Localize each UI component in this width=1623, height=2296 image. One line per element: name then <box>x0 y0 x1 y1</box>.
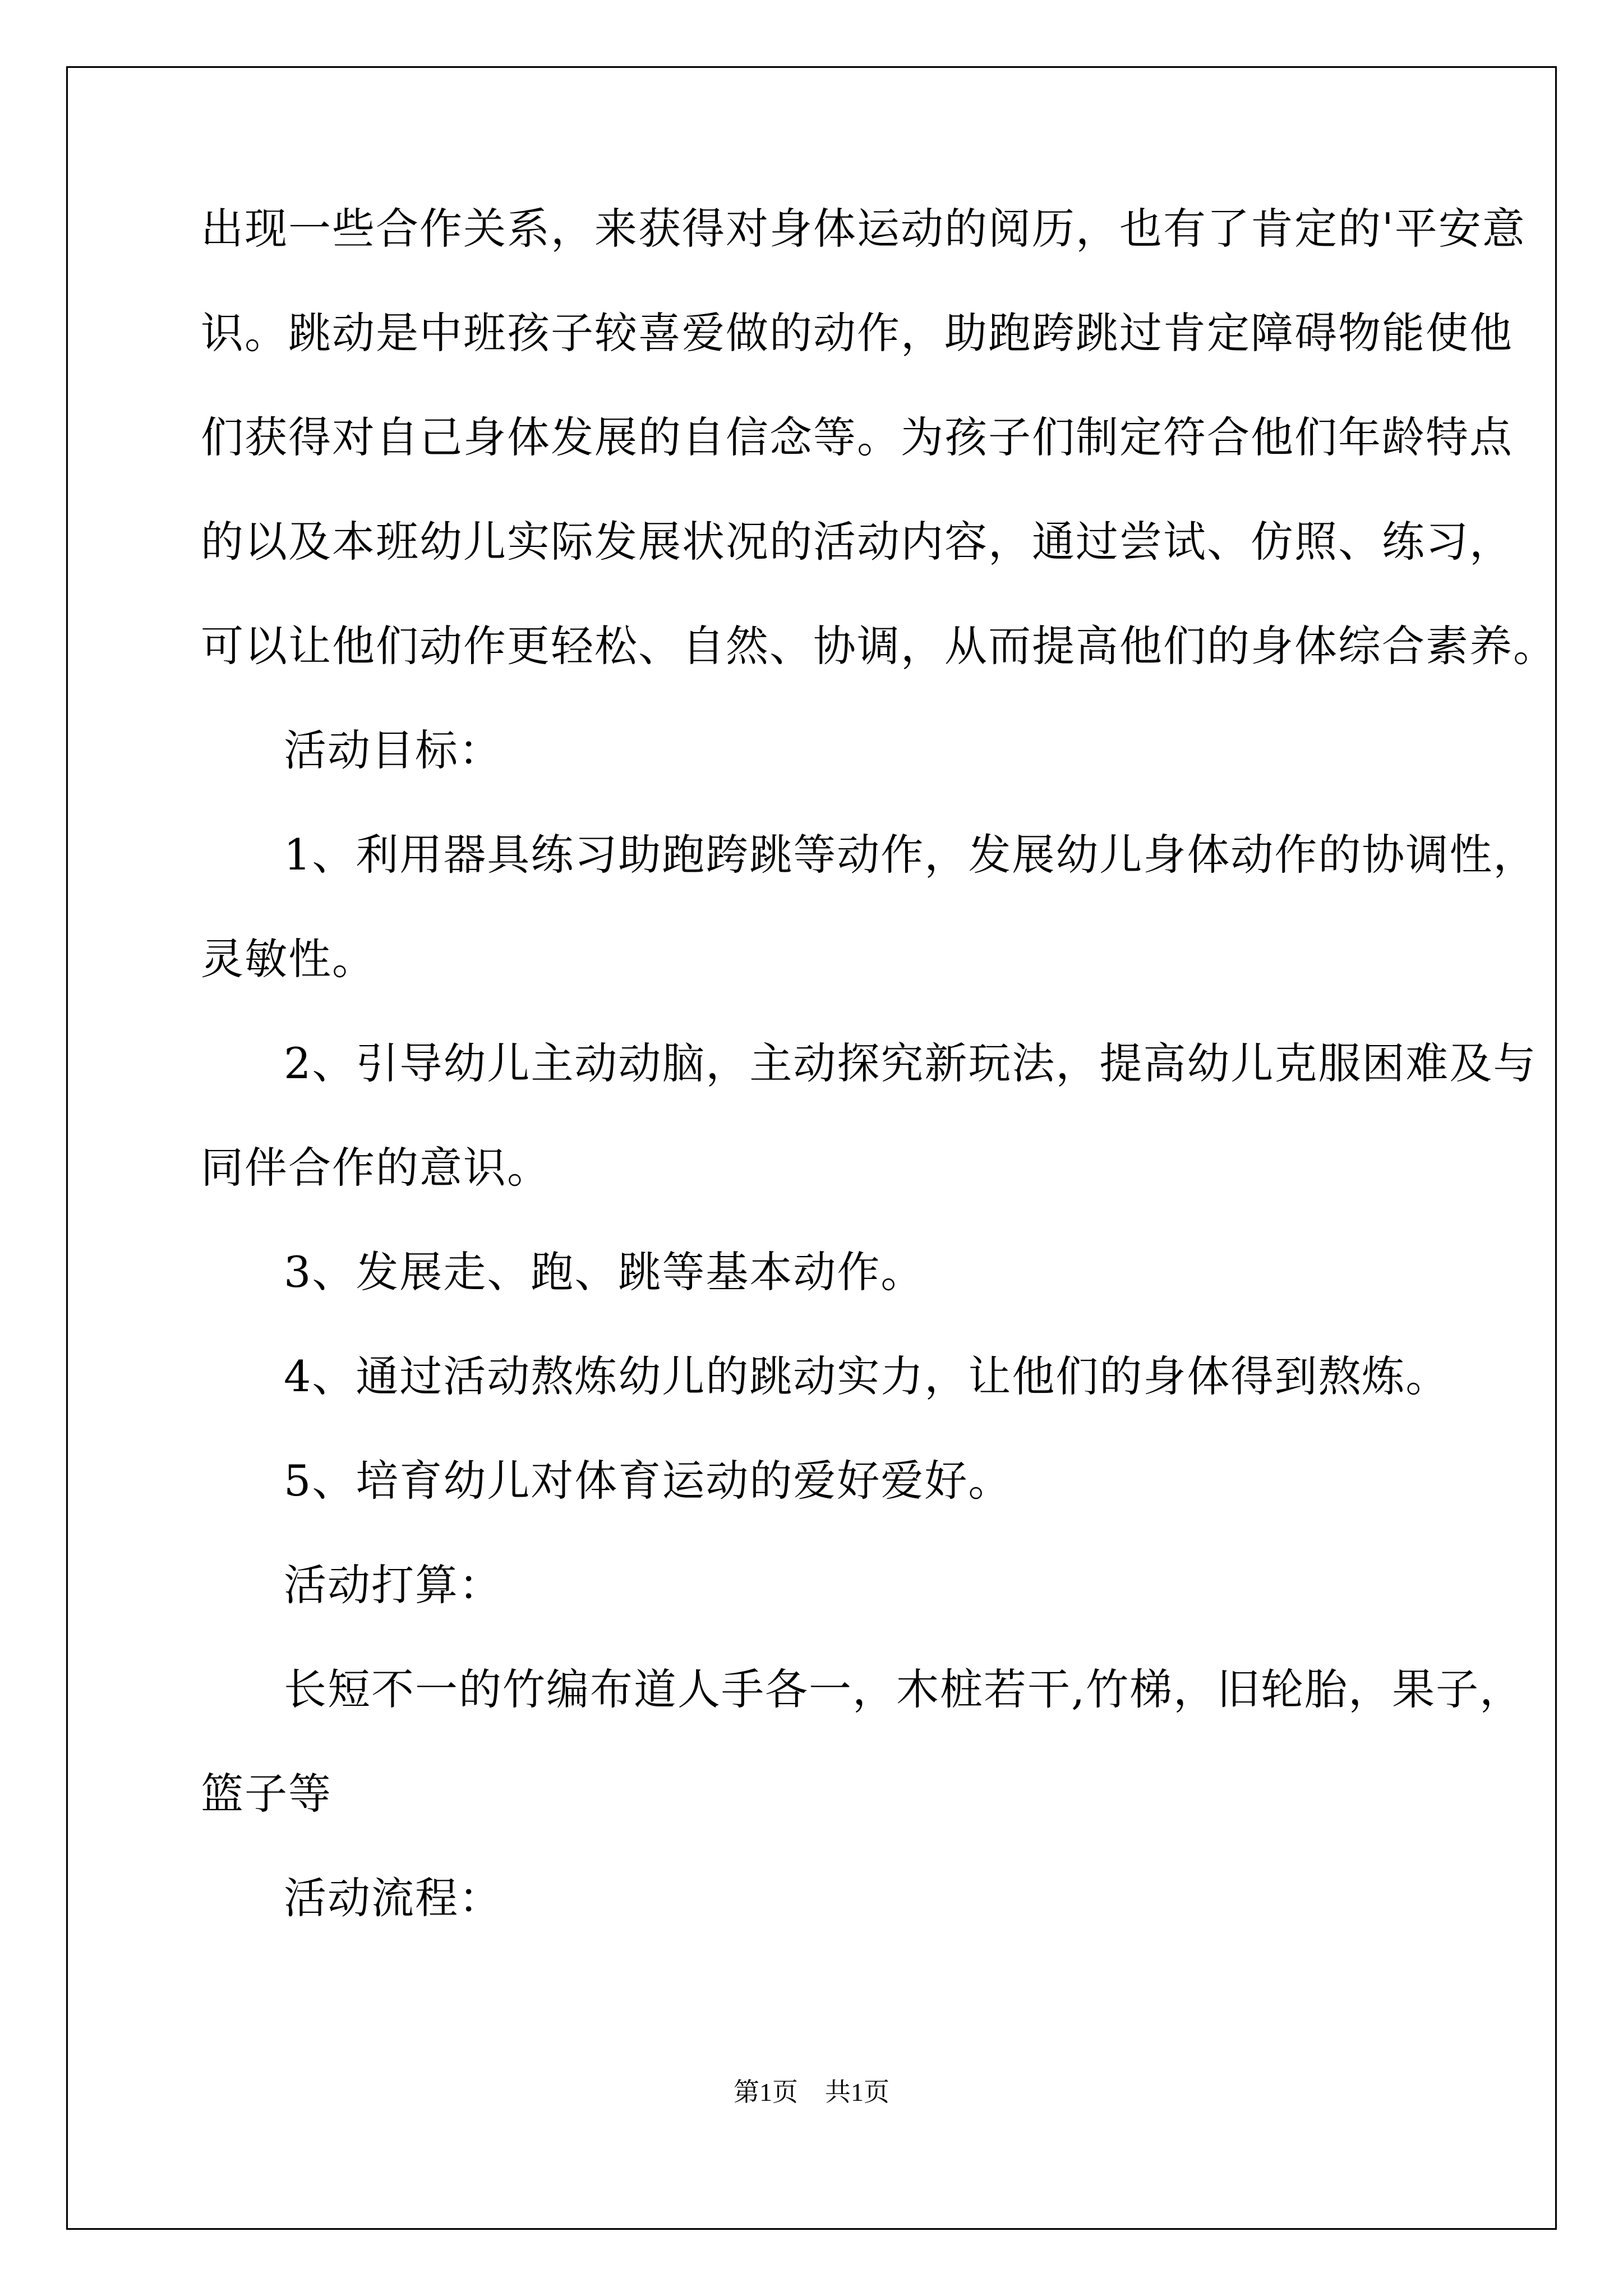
text-line: 灵敏性。 <box>201 934 376 984</box>
text-line: 篮子等 <box>201 1769 332 1819</box>
section-heading-process: 活动流程： <box>284 1873 502 1923</box>
page-number: 第1页 <box>734 2078 798 2106</box>
text-line: 出现一些合作关系，来获得对身体运动的阅历，也有了肯定的'平安意 <box>201 204 1526 254</box>
page-total: 共1页 <box>825 2078 889 2106</box>
page-footer <box>0 2078 1623 2106</box>
section-heading-goals: 活动目标： <box>284 725 502 775</box>
section-heading-preparation: 活动打算： <box>284 1560 502 1610</box>
list-item-goal-2: 2、引导幼儿主动动脑，主动探究新玩法，提高幼儿克服困难及与 <box>284 1038 1537 1088</box>
list-item-goal-4: 4、通过活动熬炼幼儿的跳动实力，让他们的身体得到熬炼。 <box>284 1351 1450 1401</box>
list-item-goal-1: 1、利用器具练习助跑跨跳等动作，发展幼儿身体动作的协调性， <box>284 830 1537 880</box>
list-item-goal-5: 5、培育幼儿对体育运动的爱好爱好。 <box>284 1456 1012 1506</box>
text-line: 可以让他们动作更轻松、自然、协调，从而提高他们的身体综合素养。 <box>201 621 1557 671</box>
list-item-goal-3: 3、发展走、跑、跳等基本动作。 <box>284 1247 925 1297</box>
text-line: 长短不一的竹编布道人手各一，木桩若干,竹梯，旧轮胎，果子， <box>284 1664 1524 1714</box>
text-line: 识。跳动是中班孩子较喜爱做的动作，助跑跨跳过肯定障碍物能使他 <box>201 308 1513 358</box>
text-line: 同伴合作的意识。 <box>201 1143 551 1193</box>
text-line: 们获得对自己身体发展的自信念等。为孩子们制定符合他们年龄特点 <box>201 412 1513 462</box>
text-line: 的以及本班幼儿实际发展状况的活动内容，通过尝试、仿照、练习， <box>201 517 1513 567</box>
